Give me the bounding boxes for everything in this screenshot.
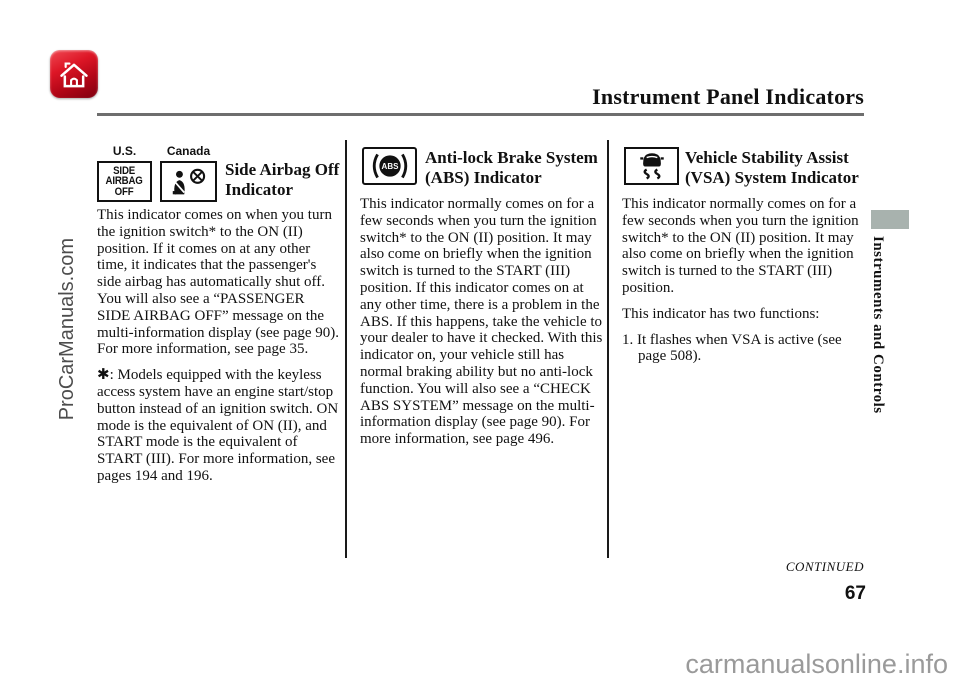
paragraph: This indicator comes on when you turn the ignition switch* to the ON (II) position. If it comes on at any other time, it indicates that the passenger's side airbag has automatically shut off. You will also see a “PASSENGER SIDE AIRBAG OFF” message on the multi-information display (see page 90). For more information, see page 35. (97, 207, 340, 358)
paragraph: This indicator normally comes on for a few seconds when you turn the ignition switch* to the ON (II) position. It may also come on briefly when the ignition switch is turned to the START (III) position. If this indicator comes on at any other time, there is a problem in the ABS. If this happens, take the vehicle to your dealer to have it checked. With this indicator on, your vehicle still has normal braking ability but no anti-lock function. You will also see a “CHECK ABS SYSTEM” message on the multi-information display (see page 90). For more information, see page 496. (360, 196, 603, 448)
section-heading: Vehicle Stability Assist (VSA) System Indicator (685, 148, 859, 187)
section-body (97, 207, 340, 494)
home-icon (54, 54, 94, 94)
canada-side-airbag-off-box (160, 161, 217, 202)
vsa-indicator-box (624, 147, 679, 185)
column-divider (607, 140, 609, 558)
section-heading: Anti-lock Brake System (ABS) Indicator (425, 148, 598, 187)
chapter-tab-marker (871, 210, 909, 229)
home-button[interactable] (50, 50, 98, 98)
abs-icon-text: ABS (381, 162, 398, 172)
us-box-line: AIRBAG (105, 175, 144, 188)
list-marker: 1. (622, 331, 634, 348)
page-number: 67 (844, 583, 866, 604)
list-item (622, 332, 865, 366)
us-label: U.S. (112, 144, 137, 158)
chapter-tab-label: Instruments and Controls (870, 236, 886, 414)
section-body (622, 196, 865, 374)
abs-icon (366, 150, 414, 182)
list-text: It flashes when VSA is active (see page 508). (637, 331, 842, 365)
us-box-line: SIDE (113, 164, 136, 177)
watermark-carmanualsonline[interactable]: carmanualsonline.info (685, 649, 948, 679)
title-rule (97, 113, 864, 116)
paragraph: ✱: Models equipped with the keyless access system have an engine start/stop button instead of an ignition switch. ON mode is the equivalent of ON (II), and START mode is the equivalent of START (III). For more information, see pages 194 and 196. (97, 367, 339, 484)
us-side-airbag-off-box (97, 161, 152, 202)
us-box-line: OFF (115, 185, 134, 198)
paragraph: This indicator normally comes on for a few seconds when you turn the ignition switch* to the ON (II) position. It may also come on briefly when the ignition switch is turned to the START (III) position. (622, 196, 859, 296)
column-divider (345, 140, 347, 558)
vsa-icon (628, 150, 676, 182)
continued-label: CONTINUED (785, 559, 864, 574)
paragraph: This indicator has two functions: (622, 305, 820, 322)
section-heading: Side Airbag Off Indicator (225, 160, 340, 199)
abs-indicator-box (362, 147, 417, 185)
canada-label: Canada (166, 144, 211, 158)
page-title: Instrument Panel Indicators (592, 84, 864, 109)
watermark-procarmanuals: ProCarManuals.com (56, 238, 78, 421)
side-airbag-off-icon (168, 167, 210, 197)
section-body (360, 196, 603, 457)
